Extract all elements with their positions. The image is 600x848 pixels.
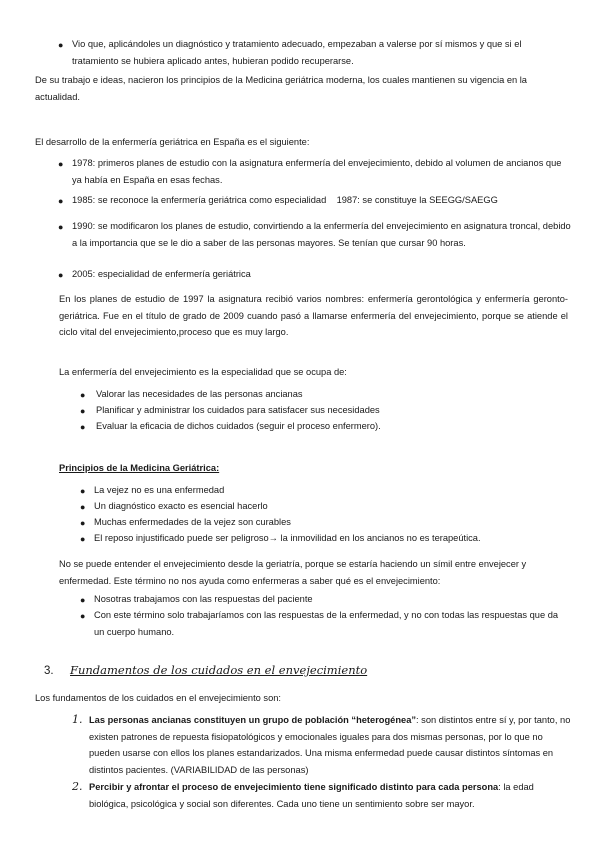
bullet-dot-icon: ● xyxy=(80,595,86,605)
bullet-dot-icon: ● xyxy=(58,40,64,50)
fund-item-2-bold: Percibir y afrontar el proceso de envejecimiento tiene significado distinto para cada persona xyxy=(89,782,499,792)
fund-item-2 xyxy=(89,779,571,812)
bullet-dot-icon: ● xyxy=(80,534,86,544)
fund-item-1-text: : son distintos entre sí y, por tanto, no existen patrones de repuesta fisiopatológicos y emocionales iguales para dos mismas personas, por lo que no pueden usarse con ellos los planes estandarizados. Una misma enfermedad puede causar distintos síntomas en distintos pacientes. (VARIABILIDAD de las personas) xyxy=(89,715,571,775)
principle-item: El reposo injustificado puede ser peligroso→ la inmovilidad en los ancianos no es terapeútica. xyxy=(94,533,481,543)
bullet-dot-icon: ● xyxy=(58,222,64,232)
bullet-dot-icon: ● xyxy=(80,486,86,496)
fundamentals-intro: Los fundamentos de los cuidados en el envejecimiento son: xyxy=(35,693,282,703)
spain-item-1990: 1990: se modificaron los planes de estudio, convirtiendo a la enfermería del envejecimiento en asignatura troncal, debido a la importancia que se le dio a saber de las personas mayores. Se tenían que cursar 90 horas. xyxy=(72,221,571,248)
bullet-dot-icon: ● xyxy=(80,422,86,432)
intro-bullet-text: Vio que, aplicándoles un diagnóstico y tratamiento adecuado, empezaban a valerse por sí mismos y que si el tratamiento se hubiera aplicado antes, hubieran podido recuperarse. xyxy=(72,39,522,66)
specialty-item: Planificar y administrar los cuidados para satisfacer sus necesidades xyxy=(96,405,380,415)
bullet-dot-icon: ● xyxy=(58,196,64,206)
principle-item: Muchas enfermedades de la vejez son curables xyxy=(94,517,291,527)
specialty-intro: La enfermería del envejecimiento es la especialidad que se ocupa de: xyxy=(59,367,347,377)
aging-item: Nosotras trabajamos con las respuestas del paciente xyxy=(94,594,313,604)
spain-item-2005: 2005: especialidad de enfermería geriátrica xyxy=(72,269,251,279)
study-plans-paragraph: En los planes de estudio de 1997 la asignatura recibió varios nombres: enfermería gerontológica y enfermería geronto-geriátrica. Fue en el título de grado de 2009 cuando pasó a llamarse enfermería del envejecimiento, porque se atiende el ciclo vital del envejecimiento,proceso que es muy largo. xyxy=(59,294,568,337)
section-3-title: Fundamentos de los cuidados en el envejecimiento xyxy=(70,663,368,677)
intro-paragraph: De su trabajo e ideas, nacieron los principios de la Medicina geriátrica moderna, los cuales mantienen su vigencia en la actualidad. xyxy=(35,75,527,102)
section-3-heading xyxy=(44,662,574,680)
fund-item-number: 1. xyxy=(72,713,83,726)
bullet-dot-icon: ● xyxy=(80,611,86,621)
principles-heading: Principios de la Medicina Geriátrica: xyxy=(59,463,220,473)
bullet-dot-icon: ● xyxy=(80,406,86,416)
fund-item-number: 2. xyxy=(72,780,83,793)
spain-intro: El desarrollo de la enfermería geriátrica en España es el siguiente: xyxy=(35,137,310,147)
aging-item: Con este término solo trabajaríamos con las respuestas de la enfermedad, y no con todas las respuestas que da un cuerpo humano. xyxy=(94,610,559,637)
specialty-item: Valorar las necesidades de las personas ancianas xyxy=(96,389,303,399)
spain-item-1985: 1985: se reconoce la enfermería geriátrica como especialidad 1987: se constituye la SEEGG/SAEGG xyxy=(72,195,498,205)
section-3-number: 3. xyxy=(44,665,54,677)
specialty-item: Evaluar la eficacia de dichos cuidados (seguir el proceso enfermero). xyxy=(96,421,381,431)
bullet-dot-icon: ● xyxy=(58,270,64,280)
fund-item-2-text: : la edad biológica, psicológica y social son diferentes. Cada uno tiene un sentimiento sobre ser mayor. xyxy=(89,782,534,809)
fund-item-1-bold: Las personas ancianas constituyen un grupo de población “heterogénea” xyxy=(89,715,417,725)
fund-item-1 xyxy=(89,712,571,778)
spain-item-1978: 1978: primeros planes de estudio con la asignatura enfermería del envejecimiento, debido al volumen de ancianos que ya había en España en esas fechas. xyxy=(72,158,562,185)
aging-paragraph: No se puede entender el envejecimiento desde la geriatría, porque se estaría haciendo un símil entre envejecer y enfermedad. Este término no nos ayuda como enfermeras a saber qué es el envejecimiento: xyxy=(59,559,527,586)
bullet-dot-icon: ● xyxy=(80,502,86,512)
bullet-dot-icon: ● xyxy=(80,518,86,528)
bullet-dot-icon: ● xyxy=(80,390,86,400)
bullet-dot-icon: ● xyxy=(58,159,64,169)
principle-item: La vejez no es una enfermedad xyxy=(94,485,225,495)
principle-item: Un diagnóstico exacto es esencial hacerlo xyxy=(94,501,268,511)
